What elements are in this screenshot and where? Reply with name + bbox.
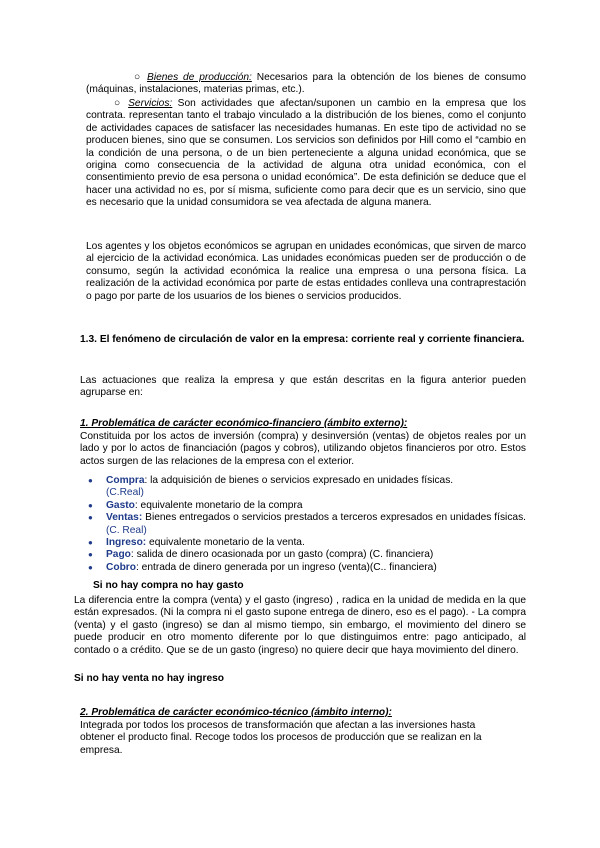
problematica2-intro: Integrada por todos los procesos de transformación que afectan a las inversiones hasta obtener el producto final. Recoge todos los procesos de producción que se realizan en la empresa. xyxy=(80,720,482,756)
bienes-produccion-paragraph xyxy=(86,72,526,97)
agentes-paragraph: Los agentes y los objetos económicos se agrupan en unidades económicas, que sirven de marco al ejercicio de la actividad económica. Las unidades económicas pueden ser de producción o de consumo, según la actividad económica la realice una empresa o una persona física. La realización de la actividad económica por parte de estas entidades conlleva una contraprestación o pago por parte de los usuarios de los bienes o servicios producidos. xyxy=(86,241,526,302)
bienes-produccion-term: Bienes de producción: xyxy=(147,72,252,83)
difference-paragraph: La diferencia entre la compra (venta) y el gasto (ingreso) , radica en la unidad de medida en la que están expresados. (Ni la compra ni el gasto supone entrega de dinero, eso es el pago). - La compra (venta) y el gasto (ingreso) se dan al mismo tiempo, sin embargo, el movimiento del dinero se puede producir en otro momento diferente por lo que distinguimos entre: pago anticipado, al contado o a crédito. Que se de un gasto (ingreso) no quiere decir que haya movimiento del dinero. xyxy=(74,595,526,656)
servicios-paragraph xyxy=(86,98,526,210)
cobro-term: Cobro xyxy=(106,561,136,573)
gasto-text: : equivalente monetario de la compra xyxy=(134,499,303,511)
ventas-term: Ventas: xyxy=(106,512,143,524)
compra-text: : la adquisición de bienes o servicios expresado en unidades físicas. xyxy=(144,475,454,486)
servicios-text: Son actividades que afectan/suponen un cambio en la empresa que los contrata. representan tanto el trabajo vinculado a la distribución de los bienes, como el conjunto de actividades capaces de satisfacer las necesidades humanas. En este tipo de actividad no se producen bienes, sino que se consumen. Los servicios son definidos por Hill como el “cambio en la condición de una persona, o de un bien perteneciente a alguna unidad económica, que se origina como consecuencia de la actividad de alguna otra unidad económica, con el consentimiento previo de esa persona o unidad económica”. De esta definición se deduce que el hacer una actividad no es, por sí misma, suficiente como para decir que es un servicio, sino que es necesario que la unidad consumidora se vea afectada de alguna manera. xyxy=(86,98,527,209)
list-item xyxy=(80,549,526,561)
rule-venta-ingreso: Si no hay venta no hay ingreso xyxy=(74,673,225,684)
circle-bullet-icon: ○ xyxy=(134,72,143,83)
problematica2-heading: 2. Problemática de carácter económico-técnico (ámbito interno): xyxy=(80,707,392,718)
servicios-term: Servicios: xyxy=(128,98,173,109)
rule-compra-gasto: Si no hay compra no hay gasto xyxy=(93,580,244,591)
list-item xyxy=(80,512,526,537)
ingreso-term: Ingreso: xyxy=(106,537,147,549)
list-item xyxy=(80,475,526,500)
section-heading: 1.3. El fenómeno de circulación de valor en la empresa: corriente real y corriente financiera. xyxy=(80,334,525,345)
ingreso-text: equivalente monetario de la venta. xyxy=(146,537,305,549)
cobro-text: : entrada de dinero generada por un ingreso (venta)(C.. financiera) xyxy=(136,561,437,573)
problematica1-heading: 1. Problemática de carácter económico-financiero (ámbito externo): xyxy=(80,418,408,429)
list-item xyxy=(80,562,526,574)
ventas-tag: (C. Real) xyxy=(106,524,147,536)
bienes-produccion-text: Necesarios para la obtención de los bienes de consumo (máquinas, instalaciones, materias primas, etc.). xyxy=(86,72,526,96)
problematica1-intro: Constituida por los actos de inversión (compra) y desinversión (ventas) de objetos reales por un lado y por lo actos de financiación (pagos y cobros), utilizando objetos financieros por otro. Estos actos surgen de las relaciones de la empresa con el exterior. xyxy=(80,431,526,467)
gasto-term: Gasto xyxy=(106,499,135,511)
circle-bullet-icon: ○ xyxy=(114,98,123,109)
ventas-text: Bienes entregados o servicios prestados a terceros expresados en unidades físicas. xyxy=(142,512,526,524)
concepts-list xyxy=(80,475,526,574)
compra-tag: (C.Real) xyxy=(106,487,144,499)
pago-term: Pago xyxy=(106,549,131,561)
actuaciones-paragraph: Las actuaciones que realiza la empresa y que están descritas en la figura anterior pueden agruparse en: xyxy=(80,375,526,399)
compra-term: Compra xyxy=(106,475,145,486)
list-item xyxy=(80,500,526,512)
list-item xyxy=(80,537,526,549)
pago-text: : salida de dinero ocasionada por un gasto (compra) (C. financiera) xyxy=(130,549,434,561)
